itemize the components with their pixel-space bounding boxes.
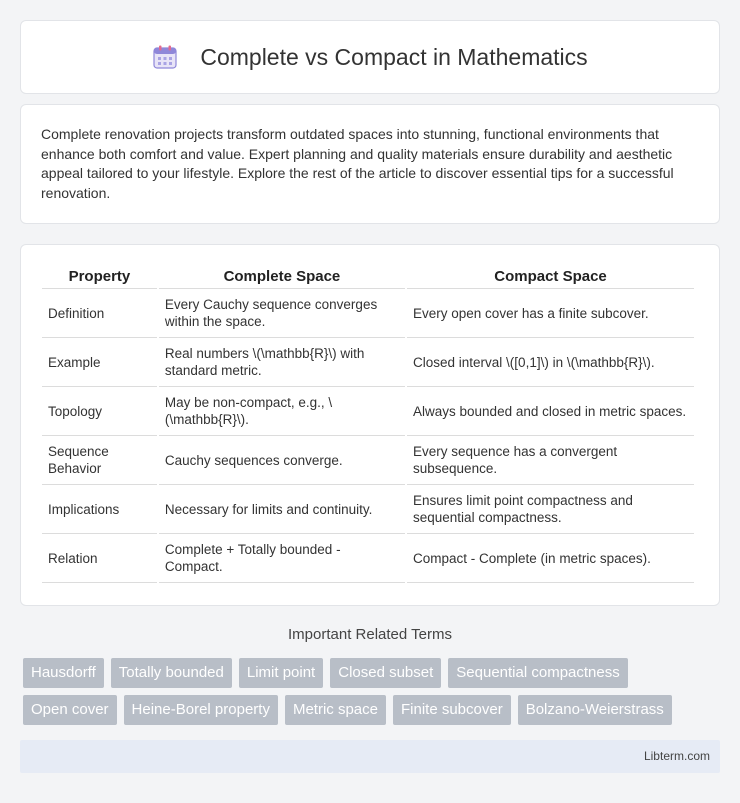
tag-hausdorff[interactable]: Hausdorff	[23, 658, 104, 688]
table-cell: May be non-compact, e.g., \(\mathbb{R}\).	[159, 387, 405, 436]
tag-row	[23, 658, 635, 688]
column-header-compact: Compact Space	[407, 267, 694, 289]
table-cell: Sequence Behavior	[42, 436, 157, 485]
calendar-icon	[152, 44, 178, 70]
header	[152, 44, 587, 71]
table-cell: Necessary for limits and continuity.	[159, 485, 405, 534]
table-cell: Ensures limit point compactness and sequential compactness.	[407, 485, 694, 534]
tag-bolzano-weierstrass[interactable]: Bolzano-Weierstrass	[518, 695, 672, 725]
table-cell: Always bounded and closed in metric spaces.	[407, 387, 694, 436]
table-cell: Relation	[42, 534, 157, 583]
intro-card	[20, 104, 720, 224]
table-cell: Implications	[42, 485, 157, 534]
table-row	[42, 534, 694, 583]
tag-heine-borel-property[interactable]: Heine-Borel property	[124, 695, 278, 725]
footer	[20, 740, 720, 773]
table-row	[42, 485, 694, 534]
comparison-table	[40, 267, 696, 583]
page-title: Complete vs Compact in Mathematics	[200, 43, 588, 70]
table-row	[42, 338, 694, 387]
tag-closed-subset[interactable]: Closed subset	[330, 658, 441, 688]
tag-sequential-compactness[interactable]: Sequential compactness	[448, 658, 627, 688]
tag-metric-space[interactable]: Metric space	[285, 695, 386, 725]
footer-site-link[interactable]: Libterm.com	[643, 749, 710, 763]
table-row	[42, 387, 694, 436]
table-cell: Every open cover has a finite subcover.	[407, 289, 694, 338]
table-row	[42, 436, 694, 485]
table-cell: Real numbers \(\mathbb{R}\) with standard metric.	[159, 338, 405, 387]
table-row	[42, 289, 694, 338]
table-header-row	[42, 267, 694, 289]
related-terms-title: Important Related Terms	[288, 626, 452, 643]
comparison-table-card	[20, 244, 720, 606]
table-cell: Topology	[42, 387, 157, 436]
tag-totally-bounded[interactable]: Totally bounded	[111, 658, 232, 688]
table-cell: Cauchy sequences converge.	[159, 436, 405, 485]
column-header-property: Property	[42, 267, 157, 289]
intro-paragraph: Complete renovation projects transform outdated spaces into stunning, functional environments that enhance both comfort and value. Expert planning and quality materials ensure durability and aesthetic appeal tailored to your lifestyle. Explore the rest of the article to discover essential tips for a successful renovation.	[41, 126, 674, 201]
table-cell: Complete + Totally bounded - Compact.	[159, 534, 405, 583]
table-cell: Compact - Complete (in metric spaces).	[407, 534, 694, 583]
table-cell: Every Cauchy sequence converges within the space.	[159, 289, 405, 338]
table-cell: Every sequence has a convergent subsequence.	[407, 436, 694, 485]
tag-limit-point[interactable]: Limit point	[239, 658, 323, 688]
tag-open-cover[interactable]: Open cover	[23, 695, 117, 725]
table-cell: Closed interval \([0,1]\) in \(\mathbb{R}\).	[407, 338, 694, 387]
tag-finite-subcover[interactable]: Finite subcover	[393, 695, 511, 725]
table-cell: Example	[42, 338, 157, 387]
tag-row	[23, 695, 679, 725]
header-card	[20, 20, 720, 94]
table-cell: Definition	[42, 289, 157, 338]
column-header-complete: Complete Space	[159, 267, 405, 289]
